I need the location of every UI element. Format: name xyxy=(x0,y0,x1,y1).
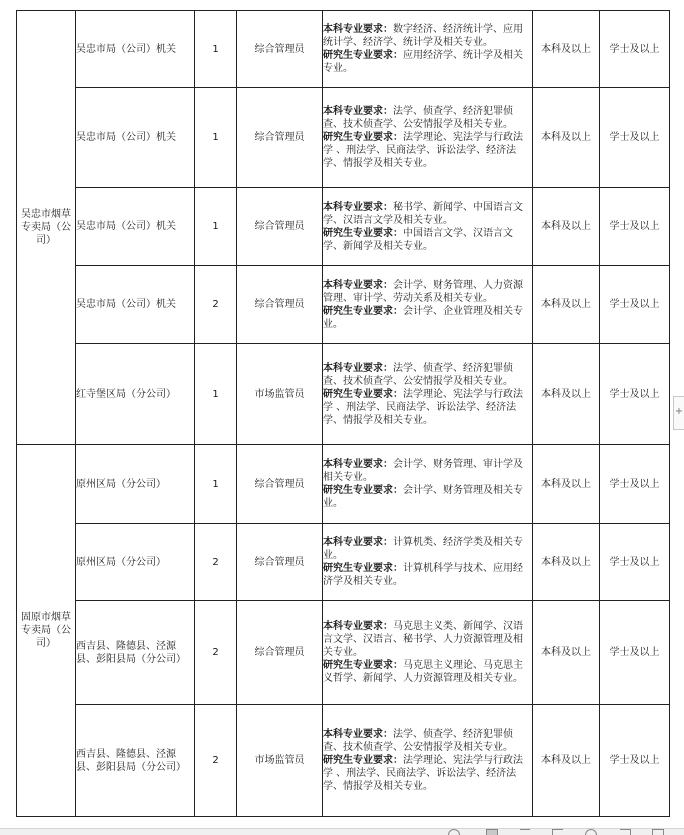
degree-cell: 学士及以上 xyxy=(600,88,670,188)
table-row xyxy=(17,601,670,705)
headcount-cell: 2 xyxy=(195,705,237,817)
undergrad-requirement-label: 本科专业要求： xyxy=(323,106,393,117)
web-view-icon[interactable] xyxy=(585,829,597,835)
postgrad-requirement-text: 应用经济学、统计学及相关专业。 xyxy=(323,50,523,74)
major-requirement-cell xyxy=(323,266,533,344)
table-row xyxy=(17,445,670,524)
education-cell: 本科及以上 xyxy=(533,266,600,344)
postgrad-requirement xyxy=(323,131,532,170)
expand-tab-icon[interactable]: + xyxy=(673,396,684,430)
position-cell: 市场监管员 xyxy=(237,344,323,445)
department-cell: 吴忠市局（公司）机关 xyxy=(76,11,195,88)
postgrad-requirement-text: 马克思主义理论、马克思主义哲学、新闻学、人力资源管理及相关专业。 xyxy=(323,660,523,684)
degree-cell: 学士及以上 xyxy=(600,11,670,88)
postgrad-requirement-text: 会计学、企业管理及相关专业。 xyxy=(323,305,523,330)
undergrad-requirement-text: 秘书学、新闻学、中国语言文学、汉语言文学及相关专业。 xyxy=(323,201,523,226)
undergrad-requirement-text: 马克思主义类、新闻学、汉语言文学、汉语言、秘书学、人力资源管理及相关专业。 xyxy=(323,621,523,658)
position-cell: 综合管理员 xyxy=(237,601,323,705)
postgrad-requirement-text: 法学理论、宪法学与行政法学 、刑法学、民商法学、诉讼法学、经济法学、情报学及相关专业。 xyxy=(323,132,523,169)
department-cell: 西吉县、隆德县、泾源县、彭阳县局（分公司） xyxy=(76,705,195,817)
major-requirement-cell xyxy=(323,445,533,524)
postgrad-requirement-text: 法学理论、宪法学与行政法学 、刑法学、民商法学、诉讼法学、经济法学、情报学及相关专业。 xyxy=(323,755,523,792)
postgrad-requirement xyxy=(323,562,532,588)
major-requirement-cell xyxy=(323,344,533,445)
degree-cell: 学士及以上 xyxy=(600,524,670,601)
status-bar xyxy=(0,828,684,835)
postgrad-requirement xyxy=(323,49,532,75)
education-cell: 本科及以上 xyxy=(533,705,600,817)
department-cell: 吴忠市局（公司）机关 xyxy=(76,188,195,266)
degree-cell: 学士及以上 xyxy=(600,601,670,705)
major-requirement-cell xyxy=(323,524,533,601)
education-cell: 本科及以上 xyxy=(533,11,600,88)
undergrad-requirement xyxy=(323,458,532,484)
postgrad-requirement-label: 研究生专业要求： xyxy=(323,563,403,574)
undergrad-requirement-label: 本科专业要求： xyxy=(323,459,393,470)
department-cell: 西吉县、隆德县、泾源县、彭阳县局（分公司） xyxy=(76,601,195,705)
position-cell: 市场监管员 xyxy=(237,705,323,817)
position-cell: 综合管理员 xyxy=(237,188,323,266)
department-cell: 原州区局（分公司） xyxy=(76,524,195,601)
position-cell: 综合管理员 xyxy=(237,88,323,188)
table-row xyxy=(17,344,670,445)
edit-icon[interactable] xyxy=(620,829,631,835)
undergrad-requirement xyxy=(323,279,532,305)
undergrad-requirement-label: 本科专业要求： xyxy=(323,537,393,548)
undergrad-requirement-text: 法学、侦查学、经济犯罪侦查、技术侦查学、公安情报学及相关专业。 xyxy=(323,729,513,753)
table-row xyxy=(17,88,670,188)
undergrad-requirement-text: 计算机类、经济学类及相关专业。 xyxy=(323,537,523,561)
department-cell: 原州区局（分公司） xyxy=(76,445,195,524)
undergrad-requirement-label: 本科专业要求： xyxy=(323,201,393,213)
undergrad-requirement-label: 本科专业要求： xyxy=(323,362,393,374)
outline-view-icon[interactable] xyxy=(520,829,530,835)
postgrad-requirement-text: 计算机科学与技术、应用经济学及相关专业。 xyxy=(323,563,523,587)
undergrad-requirement xyxy=(323,23,532,49)
postgrad-requirement-label: 研究生专业要求： xyxy=(323,305,403,317)
write-mode-icon[interactable] xyxy=(552,829,563,835)
headcount-cell: 2 xyxy=(195,524,237,601)
major-requirement-cell xyxy=(323,11,533,88)
postgrad-requirement-label: 研究生专业要求： xyxy=(323,50,403,61)
degree-cell: 学士及以上 xyxy=(600,266,670,344)
degree-cell: 学士及以上 xyxy=(600,445,670,524)
headcount-cell: 1 xyxy=(195,88,237,188)
undergrad-requirement-text: 会计学、财务管理、人力资源管理、审计学、劳动关系及相关专业。 xyxy=(323,279,523,304)
headcount-cell: 2 xyxy=(195,266,237,344)
postgrad-requirement xyxy=(323,659,532,685)
headcount-cell: 1 xyxy=(195,344,237,445)
headcount-cell: 1 xyxy=(195,11,237,88)
postgrad-requirement-label: 研究生专业要求： xyxy=(323,755,403,766)
table-row xyxy=(17,524,670,601)
education-cell: 本科及以上 xyxy=(533,445,600,524)
postgrad-requirement-label: 研究生专业要求： xyxy=(323,227,403,239)
table-row xyxy=(17,705,670,817)
education-cell: 本科及以上 xyxy=(533,524,600,601)
postgrad-requirement xyxy=(323,227,532,253)
headcount-cell: 1 xyxy=(195,445,237,524)
position-cell: 综合管理员 xyxy=(237,445,323,524)
postgrad-requirement xyxy=(323,388,532,427)
postgrad-requirement-label: 研究生专业要求： xyxy=(323,660,403,671)
department-cell: 吴忠市局（公司）机关 xyxy=(76,266,195,344)
undergrad-requirement-text: 数字经济、经济统计学、应用统计学、经济学、统计学及相关专业。 xyxy=(323,24,523,48)
department-cell: 吴忠市局（公司）机关 xyxy=(76,88,195,188)
undergrad-requirement xyxy=(323,105,532,131)
postgrad-requirement-text: 中国语言文学、汉语言文学、新闻学及相关专业。 xyxy=(323,227,513,252)
postgrad-requirement-label: 研究生专业要求： xyxy=(323,388,403,400)
recruitment-table xyxy=(16,10,670,817)
degree-cell: 学士及以上 xyxy=(600,344,670,445)
degree-cell: 学士及以上 xyxy=(600,188,670,266)
postgrad-requirement-label: 研究生专业要求： xyxy=(323,132,403,143)
page-view-icon[interactable] xyxy=(486,829,498,835)
degree-cell: 学士及以上 xyxy=(600,705,670,817)
undergrad-requirement-label: 本科专业要求： xyxy=(323,279,393,291)
undergrad-requirement-label: 本科专业要求： xyxy=(323,729,393,740)
postgrad-requirement xyxy=(323,305,532,331)
postgrad-requirement-text: 法学理论、宪法学与行政法学 、刑法学、民商法学、诉讼法学、经济法学、情报学及相关专业。 xyxy=(323,388,523,426)
position-cell: 综合管理员 xyxy=(237,524,323,601)
major-requirement-cell xyxy=(323,88,533,188)
postgrad-requirement-text: 会计学、财务管理及相关专业。 xyxy=(323,485,523,509)
education-cell: 本科及以上 xyxy=(533,88,600,188)
unit-name-cell: 固原市烟草专卖局（公司） xyxy=(17,445,76,817)
postgrad-requirement xyxy=(323,484,532,510)
major-requirement-cell xyxy=(323,705,533,817)
headcount-cell: 1 xyxy=(195,188,237,266)
postgrad-requirement-label: 研究生专业要求： xyxy=(323,485,403,496)
recruitment-table-body xyxy=(17,11,670,817)
undergrad-requirement-text: 法学、侦查学、经济犯罪侦查、技术侦查学、公安情报学及相关专业。 xyxy=(323,362,513,387)
postgrad-requirement xyxy=(323,754,532,793)
major-requirement-cell xyxy=(323,188,533,266)
position-cell: 综合管理员 xyxy=(237,266,323,344)
undergrad-requirement xyxy=(323,728,532,754)
unit-name-cell: 吴忠市烟草专卖局（公司） xyxy=(17,11,76,445)
undergrad-requirement xyxy=(323,362,532,388)
zoom-icon[interactable] xyxy=(652,829,664,835)
education-cell: 本科及以上 xyxy=(533,344,600,445)
education-cell: 本科及以上 xyxy=(533,188,600,266)
view-mode-icon[interactable] xyxy=(448,829,460,835)
education-cell: 本科及以上 xyxy=(533,601,600,705)
undergrad-requirement-label: 本科专业要求： xyxy=(323,621,393,632)
position-cell: 综合管理员 xyxy=(237,11,323,88)
undergrad-requirement xyxy=(323,201,532,227)
undergrad-requirement-text: 法学、侦查学、经济犯罪侦查、技术侦查学、公安情报学及相关专业。 xyxy=(323,106,513,130)
department-cell: 红寺堡区局（分公司） xyxy=(76,344,195,445)
headcount-cell: 2 xyxy=(195,601,237,705)
undergrad-requirement xyxy=(323,620,532,659)
major-requirement-cell xyxy=(323,601,533,705)
table-row xyxy=(17,11,670,88)
undergrad-requirement-text: 会计学、财务管理、审计学及相关专业。 xyxy=(323,459,523,483)
undergrad-requirement-label: 本科专业要求： xyxy=(323,24,393,35)
table-row xyxy=(17,266,670,344)
undergrad-requirement xyxy=(323,536,532,562)
table-row xyxy=(17,188,670,266)
